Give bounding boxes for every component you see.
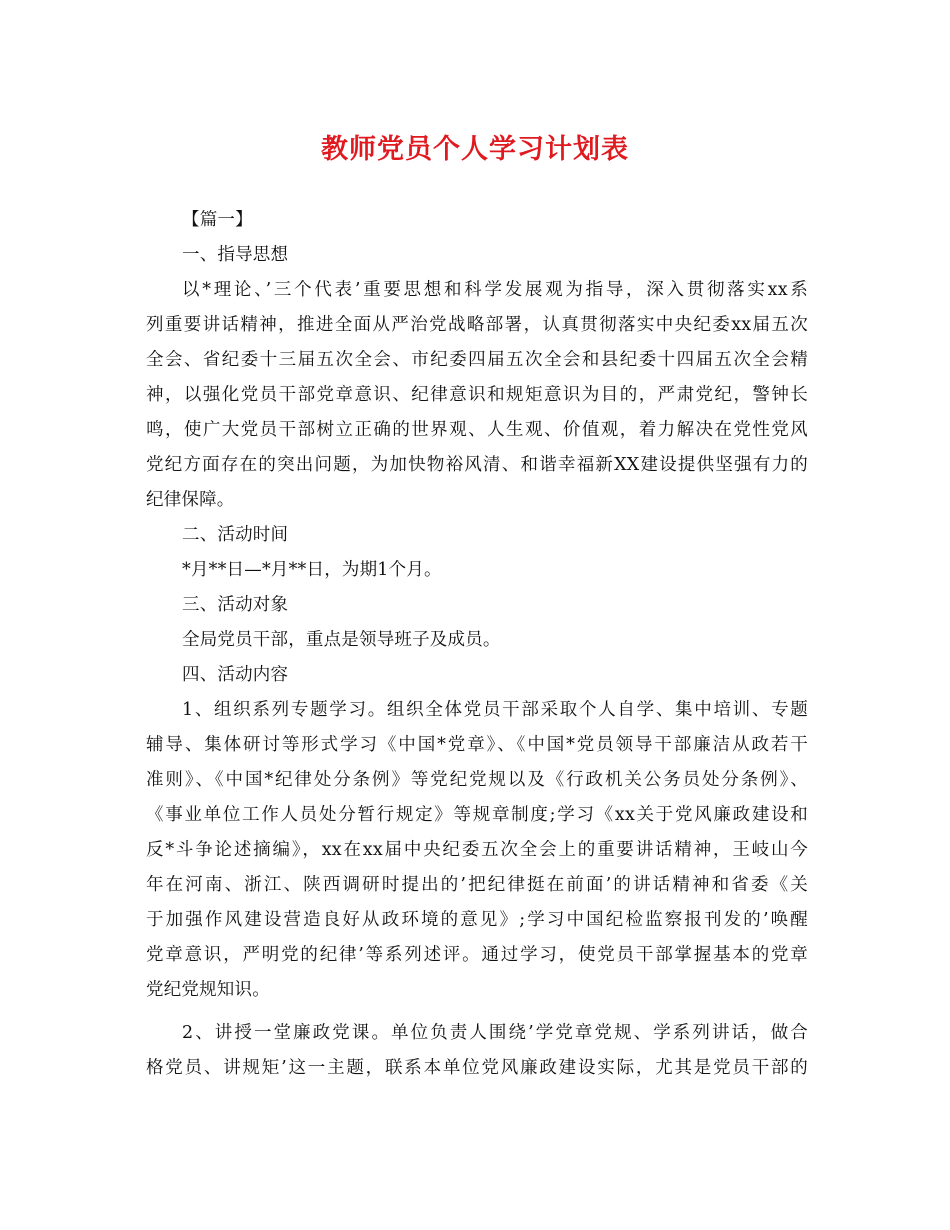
paragraph-line: 2、讲授一堂廉政党课。单位负责人围绕’学党章党规、学系列讲话，做合 <box>182 1023 808 1043</box>
paragraph-line: 反*斗争论述摘编》，xx在xx届中央纪委五次全会上的重要讲话精神，王岐山今 <box>146 840 808 860</box>
heading-activity-target: 三、活动对象 <box>182 595 289 615</box>
document-body <box>146 203 808 1086</box>
paragraph-line: 格党员、讲规矩’这一主题，联系本单位党风廉政建设实际，尤其是党员干部的 <box>146 1058 808 1078</box>
paragraph-line: 党纪方面存在的突出问题，为加快物裕风清、和谐幸福新XX建设提供坚强有力的 <box>146 455 808 475</box>
paragraph-line: 准则》、《中国*纪律处分条例》等党纪党规以及《行政机关公务员处分条例》、 <box>146 770 808 790</box>
heading-guiding-thought: 一、指导思想 <box>182 245 289 265</box>
paragraph-line: 年在河南、浙江、陕西调研时提出的’把纪律挺在前面’的讲话精神和省委《关 <box>146 875 808 895</box>
paragraph-line: 党章意识，严明党的纪律’等系列述评。通过学习，使党员干部掌握基本的党章 <box>146 945 808 965</box>
paragraph-line: 神，以强化党员干部党章意识、纪律意识和规矩意识为目的，严肃党纪，警钟长 <box>146 385 808 405</box>
heading-activity-time: 二、活动时间 <box>182 525 289 545</box>
section-label: 【篇一】 <box>182 210 253 230</box>
paragraph-line: 1、组织系列专题学习。组织全体党员干部采取个人自学、集中培训、专题 <box>182 700 808 720</box>
paragraph-line: 全局党员干部，重点是领导班子及成员。 <box>182 630 501 650</box>
paragraph-line: 党纪党规知识。 <box>146 980 270 1000</box>
paragraph-line: 全会、省纪委十三届五次全会、市纪委四届五次全会和县纪委十四届五次全会精 <box>146 350 808 370</box>
paragraph-line: 辅导、集体研讨等形式学习《中国*党章》、《中国*党员领导干部廉洁从政若干 <box>146 735 808 755</box>
paragraph-line: 于加强作风建设营造良好从政环境的意见》;学习中国纪检监察报刊发的’唤醒 <box>146 910 808 930</box>
paragraph-line: 纪律保障。 <box>146 490 235 510</box>
paragraph-line: 以*理论、’三个代表’重要思想和科学发展观为指导，深入贯彻落实xx系 <box>182 280 808 300</box>
paragraph-line: 鸣，使广大党员干部树立正确的世界观、人生观、价值观，着力解决在党性党风 <box>146 420 808 440</box>
paragraph-line: 《事业单位工作人员处分暂行规定》等规章制度;学习《xx关于党风廉政建设和 <box>146 805 808 825</box>
paragraph-line: 列重要讲话精神，推进全面从严治党战略部署，认真贯彻落实中央纪委xx届五次 <box>146 315 808 335</box>
heading-activity-content: 四、活动内容 <box>182 665 289 685</box>
document-title: 教师党员个人学习计划表 <box>321 134 629 165</box>
paragraph-line: *月**日—*月**日，为期1个月。 <box>182 560 442 580</box>
paragraph-gap <box>146 1008 808 1016</box>
